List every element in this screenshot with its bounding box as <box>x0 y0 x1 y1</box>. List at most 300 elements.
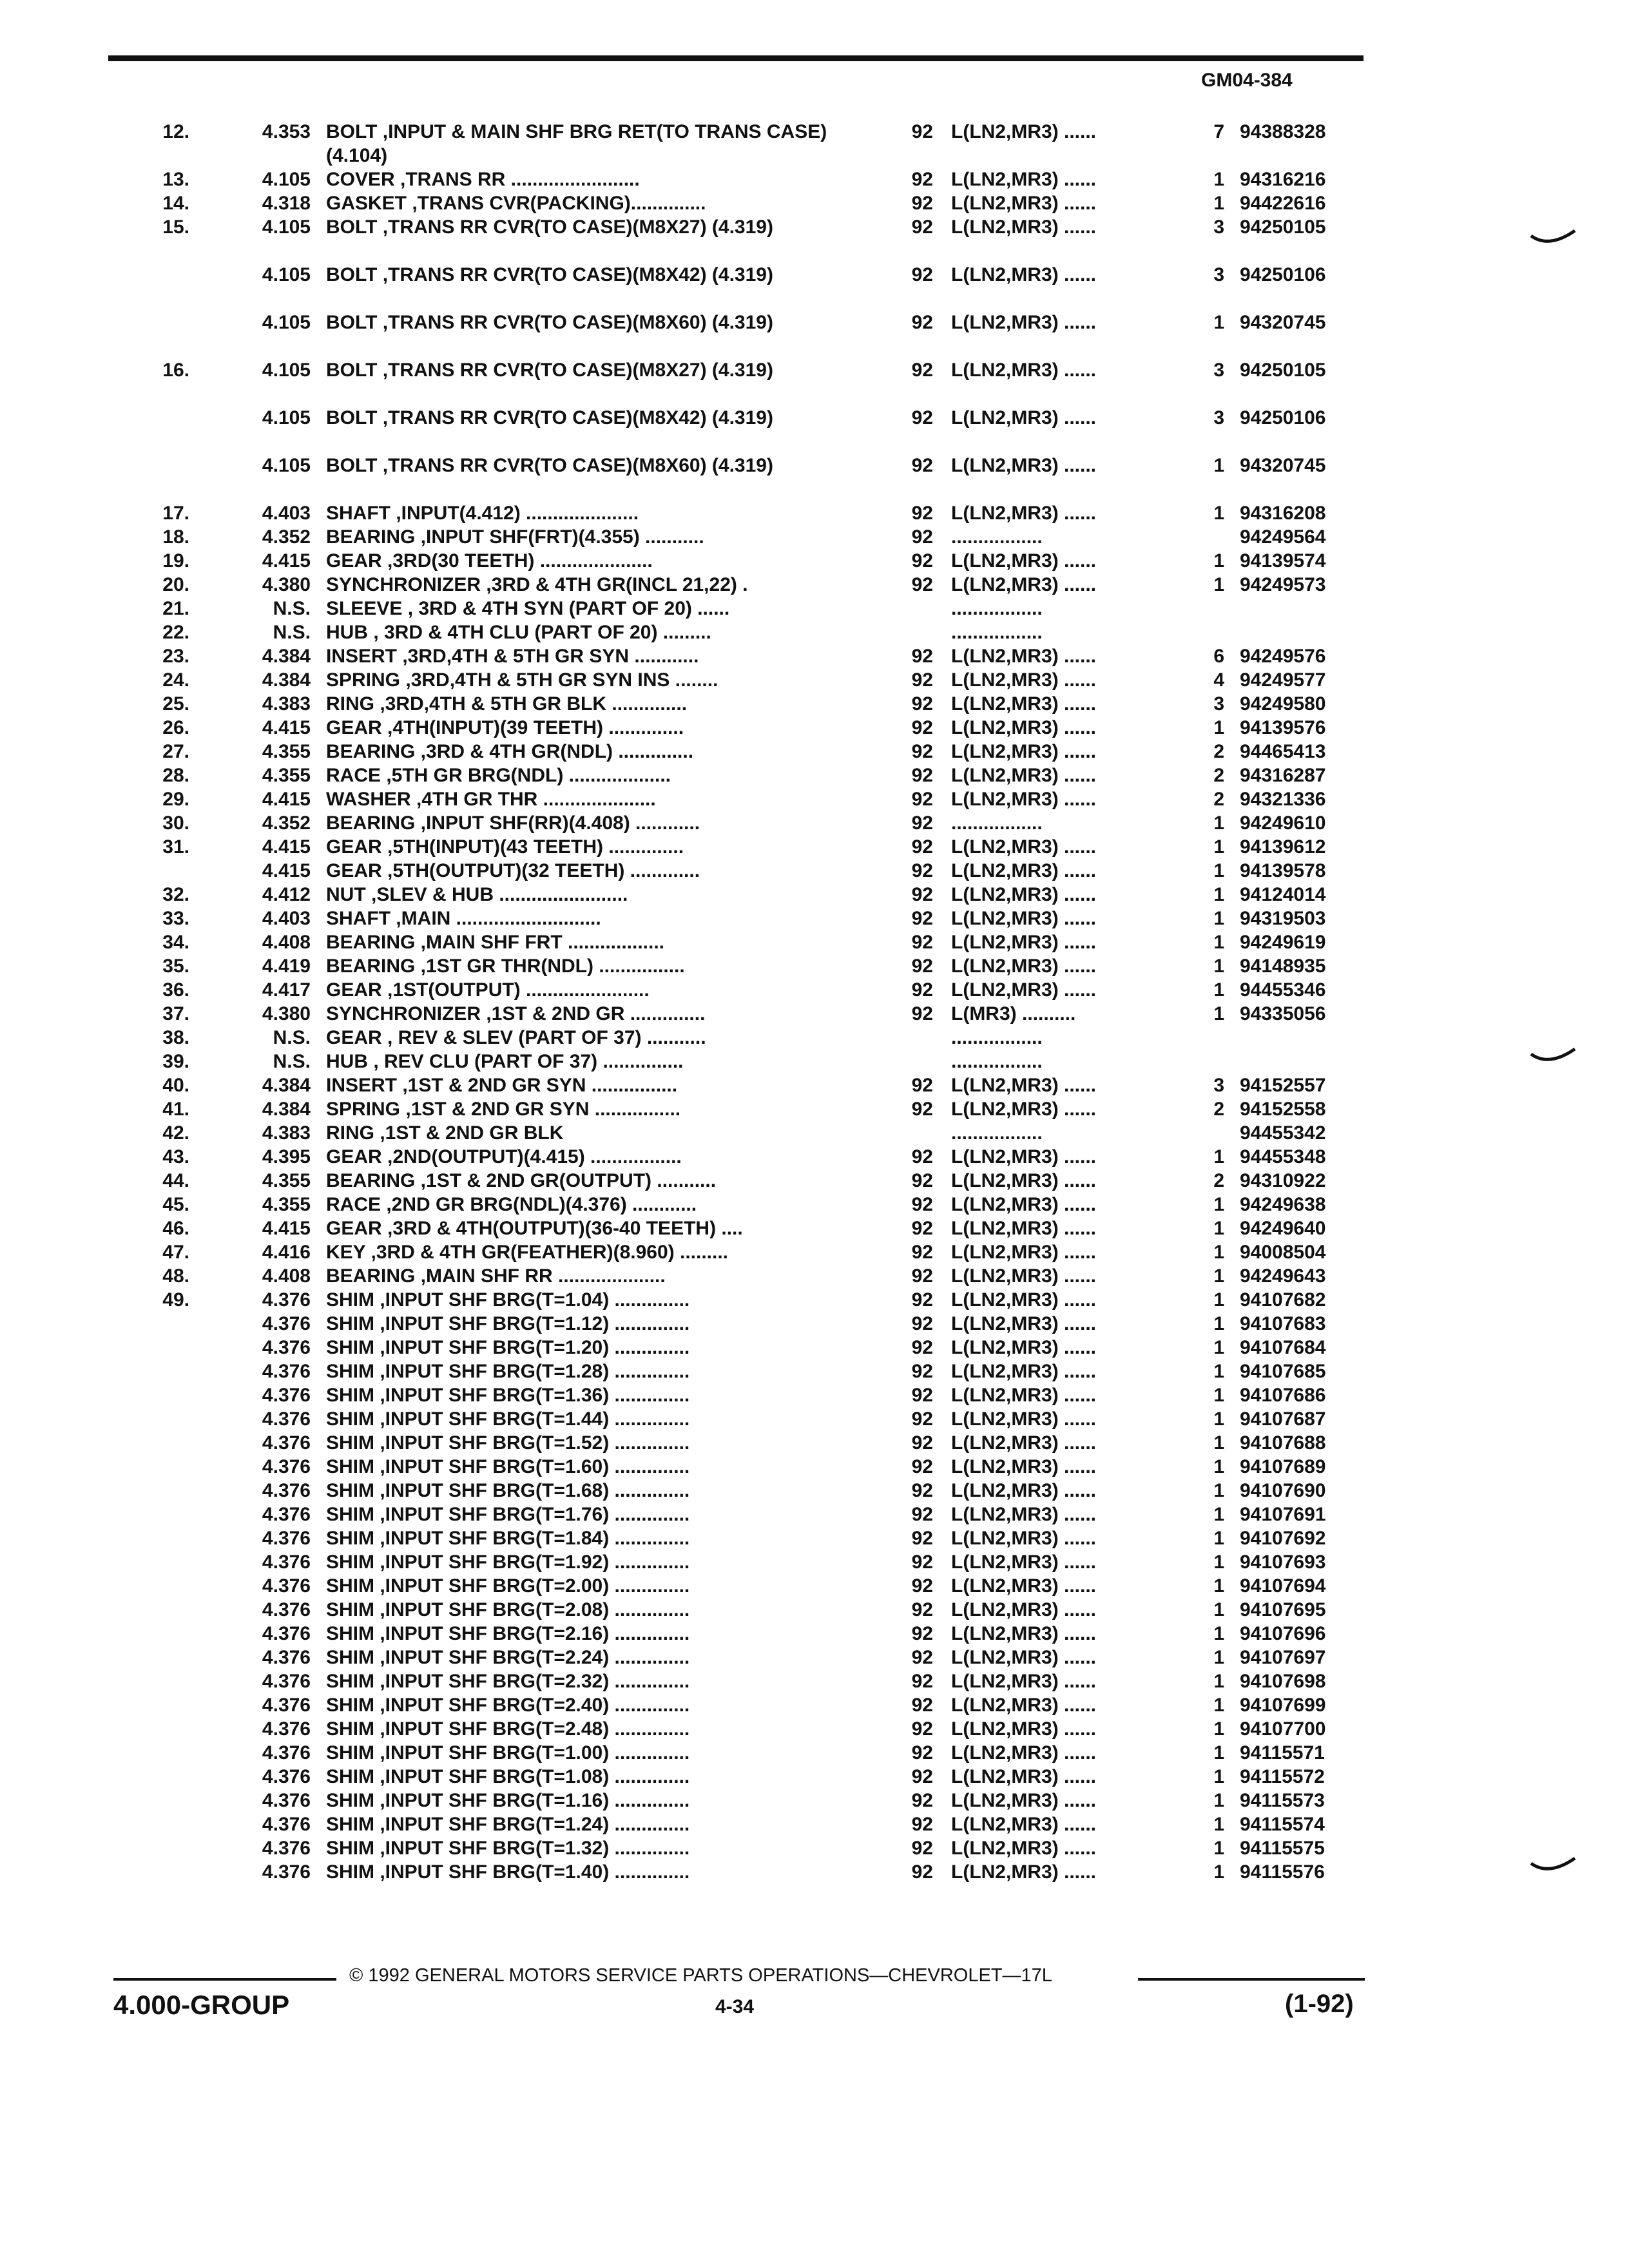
parts-row <box>0 716 1629 740</box>
usage-code: L(LN2,MR3) ...... <box>951 1289 1096 1311</box>
quantity: 1 <box>1213 1575 1224 1597</box>
quantity: 1 <box>1213 550 1224 572</box>
usage-code: L(LN2,MR3) ...... <box>951 1528 1096 1549</box>
model-year: 92 <box>911 956 933 977</box>
item-number: 38. <box>162 1027 189 1048</box>
group-number: 4.318 <box>262 193 311 214</box>
parts-row <box>0 1622 1629 1646</box>
group-number: 4.105 <box>262 455 311 476</box>
parts-row <box>0 644 1629 668</box>
part-number: 94107691 <box>1240 1504 1326 1525</box>
parts-row <box>0 811 1629 835</box>
group-number: N.S. <box>273 1027 311 1048</box>
usage-code: L(LN2,MR3) ...... <box>951 312 1096 333</box>
model-year: 92 <box>911 1671 933 1692</box>
group-number: 4.376 <box>262 1361 311 1382</box>
parts-row <box>0 1073 1629 1097</box>
group-number: 4.376 <box>262 1766 311 1787</box>
usage-code: L(LN2,MR3) ...... <box>951 1814 1096 1835</box>
part-description: SHIM ,INPUT SHF BRG(T=1.28) .............. <box>326 1361 690 1382</box>
usage-code: L(LN2,MR3) ...... <box>951 1170 1096 1191</box>
parts-row <box>0 1741 1629 1765</box>
group-number: 4.415 <box>262 1218 311 1239</box>
parts-row <box>0 692 1629 716</box>
binder-edge-mark <box>1530 229 1576 246</box>
model-year: 92 <box>911 1099 933 1120</box>
usage-code: L(LN2,MR3) ...... <box>951 1337 1096 1358</box>
part-number: 94107693 <box>1240 1552 1326 1573</box>
parts-row <box>0 1789 1629 1812</box>
quantity: 1 <box>1213 1671 1224 1692</box>
usage-code: ................. <box>951 1027 1043 1048</box>
group-number: 4.376 <box>262 1432 311 1454</box>
parts-row <box>0 1002 1629 1026</box>
parts-row <box>0 1526 1629 1550</box>
group-number: 4.417 <box>262 979 311 1001</box>
part-description: BEARING ,INPUT SHF(FRT)(4.355) ........... <box>326 526 704 548</box>
model-year: 92 <box>911 908 933 929</box>
quantity: 3 <box>1213 264 1224 285</box>
model-year: 92 <box>911 1075 933 1096</box>
doc-code: GM04-384 <box>1201 70 1293 91</box>
quantity: 1 <box>1213 1313 1224 1334</box>
item-number: 21. <box>162 598 189 619</box>
model-year: 92 <box>911 979 933 1001</box>
item-number: 34. <box>162 932 189 953</box>
part-number: 94115573 <box>1240 1790 1325 1811</box>
quantity: 1 <box>1213 1861 1224 1883</box>
model-year: 92 <box>911 574 933 595</box>
part-description: SYNCHRONIZER ,3RD & 4TH GR(INCL 21,22) . <box>326 574 748 595</box>
part-number: 94319503 <box>1240 908 1326 929</box>
part-description: SHIM ,INPUT SHF BRG(T=1.08) .............. <box>326 1766 690 1787</box>
part-number: 94107699 <box>1240 1695 1326 1716</box>
usage-code: L(LN2,MR3) ...... <box>951 979 1096 1001</box>
usage-code: L(LN2,MR3) ...... <box>951 1218 1096 1239</box>
parts-row <box>0 1193 1629 1216</box>
usage-code: L(LN2,MR3) ...... <box>951 1695 1096 1716</box>
usage-code: L(LN2,MR3) ...... <box>951 1361 1096 1382</box>
usage-code: L(LN2,MR3) ...... <box>951 1647 1096 1668</box>
part-number: 94316208 <box>1240 503 1326 524</box>
item-number: 36. <box>162 979 189 1001</box>
part-number: 94249643 <box>1240 1265 1326 1287</box>
item-number: 13. <box>162 169 189 190</box>
quantity: 1 <box>1213 1647 1224 1668</box>
group-number: 4.376 <box>262 1552 311 1573</box>
model-year: 92 <box>911 550 933 572</box>
part-description: BOLT ,INPUT & MAIN SHF BRG RET(TO TRANS CASE)(4.104) <box>326 121 827 166</box>
parts-row <box>0 1145 1629 1169</box>
parts-row <box>0 263 1629 311</box>
usage-code: L(LN2,MR3) ...... <box>951 932 1096 953</box>
part-number: 94139578 <box>1240 860 1326 881</box>
parts-row <box>0 1264 1629 1288</box>
model-year: 92 <box>911 1337 933 1358</box>
model-year: 92 <box>911 1647 933 1668</box>
part-number: 94388328 <box>1240 121 1326 142</box>
group-number: 4.376 <box>262 1385 311 1406</box>
part-description: SHIM ,INPUT SHF BRG(T=1.52) .............. <box>326 1432 690 1454</box>
part-number: 94249640 <box>1240 1218 1326 1239</box>
item-number: 35. <box>162 956 189 977</box>
quantity: 1 <box>1213 932 1224 953</box>
quantity: 1 <box>1213 1504 1224 1525</box>
parts-table <box>0 120 1629 1884</box>
model-year: 92 <box>911 693 933 715</box>
group-number: 4.383 <box>262 1122 311 1144</box>
footer-rule-left <box>113 1978 336 1981</box>
model-year: 92 <box>911 717 933 738</box>
quantity: 1 <box>1213 812 1224 834</box>
group-number: 4.416 <box>262 1242 311 1263</box>
model-year: 92 <box>911 1146 933 1168</box>
usage-code: L(LN2,MR3) ...... <box>951 1671 1096 1692</box>
group-number: 4.355 <box>262 741 311 762</box>
group-number: 4.376 <box>262 1504 311 1525</box>
model-year: 92 <box>911 1242 933 1263</box>
quantity: 4 <box>1213 669 1224 691</box>
usage-code: ................. <box>951 812 1043 834</box>
group-number: 4.353 <box>262 121 311 142</box>
usage-code: ................. <box>951 622 1043 643</box>
quantity: 1 <box>1213 860 1224 881</box>
part-number: 94455346 <box>1240 979 1326 1001</box>
group-number: 4.376 <box>262 1718 311 1740</box>
usage-code: L(LN2,MR3) ...... <box>951 1265 1096 1287</box>
part-description: SHIM ,INPUT SHF BRG(T=2.40) .............. <box>326 1695 690 1716</box>
model-year: 92 <box>911 1766 933 1787</box>
item-number: 41. <box>162 1099 189 1120</box>
parts-row <box>0 1121 1629 1145</box>
footer-rule-right <box>1138 1978 1365 1981</box>
part-number: 94249580 <box>1240 693 1326 715</box>
part-description: SHIM ,INPUT SHF BRG(T=2.24) .............. <box>326 1647 690 1668</box>
group-number: 4.352 <box>262 812 311 834</box>
parts-row <box>0 1693 1629 1717</box>
model-year: 92 <box>911 1790 933 1811</box>
usage-code: L(LN2,MR3) ...... <box>951 169 1096 190</box>
part-description: INSERT ,1ST & 2ND GR SYN ................ <box>326 1075 678 1096</box>
part-description: SHIM ,INPUT SHF BRG(T=1.04) .............. <box>326 1289 690 1311</box>
parts-row <box>0 978 1629 1002</box>
usage-code: L(LN2,MR3) ...... <box>951 1718 1096 1740</box>
parts-row <box>0 787 1629 811</box>
quantity: 1 <box>1213 312 1224 333</box>
usage-code: L(LN2,MR3) ...... <box>951 1456 1096 1477</box>
part-number: 94107692 <box>1240 1528 1326 1549</box>
part-description: SHIM ,INPUT SHF BRG(T=1.76) .............. <box>326 1504 690 1525</box>
model-year: 92 <box>911 1861 933 1883</box>
parts-row <box>0 1717 1629 1741</box>
part-number: 94320745 <box>1240 455 1326 476</box>
part-description: BEARING ,INPUT SHF(RR)(4.408) ............ <box>326 812 700 834</box>
part-number: 94152558 <box>1240 1099 1326 1120</box>
group-number: 4.403 <box>262 908 311 929</box>
group-number: 4.376 <box>262 1861 311 1883</box>
parts-row <box>0 1455 1629 1479</box>
item-number: 46. <box>162 1218 189 1239</box>
model-year: 92 <box>911 1742 933 1763</box>
part-description: BOLT ,TRANS RR CVR(TO CASE)(M8X27) (4.319) <box>326 216 773 238</box>
parts-row <box>0 859 1629 883</box>
model-year: 92 <box>911 836 933 858</box>
item-number: 40. <box>162 1075 189 1096</box>
part-number: 94465413 <box>1240 741 1326 762</box>
part-description: SHIM ,INPUT SHF BRG(T=2.16) .............. <box>326 1623 690 1644</box>
part-number: 94249638 <box>1240 1194 1326 1215</box>
group-number: N.S. <box>273 598 311 619</box>
usage-code: L(LN2,MR3) ...... <box>951 1099 1096 1120</box>
part-description: SHIM ,INPUT SHF BRG(T=1.60) .............. <box>326 1456 690 1477</box>
part-number: 94250105 <box>1240 216 1326 238</box>
item-number: 30. <box>162 812 189 834</box>
usage-code: L(LN2,MR3) ...... <box>951 836 1096 858</box>
part-description: BOLT ,TRANS RR CVR(TO CASE)(M8X60) (4.319) <box>326 455 773 476</box>
quantity: 2 <box>1213 765 1224 786</box>
page-number: 4-34 <box>715 1996 755 2017</box>
model-year: 92 <box>911 1575 933 1597</box>
group-number: 4.376 <box>262 1337 311 1358</box>
usage-code: L(LN2,MR3) ...... <box>951 1075 1096 1096</box>
quantity: 1 <box>1213 1599 1224 1620</box>
part-number: 94107695 <box>1240 1599 1326 1620</box>
part-number: 94250105 <box>1240 360 1326 381</box>
part-description: BOLT ,TRANS RR CVR(TO CASE)(M8X42) (4.319) <box>326 407 773 428</box>
model-year: 92 <box>911 1814 933 1835</box>
quantity: 1 <box>1213 1337 1224 1358</box>
parts-row <box>0 1598 1629 1622</box>
part-description: BOLT ,TRANS RR CVR(TO CASE)(M8X60) (4.319) <box>326 312 773 333</box>
part-number: 94107700 <box>1240 1718 1326 1740</box>
item-number: 48. <box>162 1265 189 1287</box>
parts-row <box>0 1550 1629 1574</box>
model-year: 92 <box>911 1599 933 1620</box>
part-number: 94422616 <box>1240 193 1326 214</box>
group-label: 4.000-GROUP <box>113 1990 290 2020</box>
copyright-notice: © 1992 GENERAL MOTORS SERVICE PARTS OPERATIONS—CHEVROLET—17L <box>349 1965 1052 1986</box>
item-number: 32. <box>162 884 189 905</box>
model-year: 92 <box>911 765 933 786</box>
part-number: 94115572 <box>1240 1766 1325 1787</box>
usage-code: L(LN2,MR3) ...... <box>951 1742 1096 1763</box>
usage-code: L(LN2,MR3) ...... <box>951 1504 1096 1525</box>
item-number: 23. <box>162 646 189 667</box>
part-description: GEAR ,4TH(INPUT)(39 TEETH) .............. <box>326 717 684 738</box>
item-number: 20. <box>162 574 189 595</box>
model-year: 92 <box>911 884 933 905</box>
quantity: 1 <box>1213 884 1224 905</box>
parts-row <box>0 883 1629 907</box>
parts-row <box>0 168 1629 191</box>
part-number: 94107696 <box>1240 1623 1326 1644</box>
part-number: 94107686 <box>1240 1385 1326 1406</box>
parts-row <box>0 835 1629 859</box>
part-number: 94249577 <box>1240 669 1326 691</box>
item-number: 15. <box>162 216 189 238</box>
parts-row <box>0 1431 1629 1455</box>
item-number: 24. <box>162 669 189 691</box>
quantity: 1 <box>1213 574 1224 595</box>
part-description: SHIM ,INPUT SHF BRG(T=2.32) .............. <box>326 1671 690 1692</box>
part-description: SYNCHRONIZER ,1ST & 2ND GR .............. <box>326 1003 706 1024</box>
quantity: 1 <box>1213 1194 1224 1215</box>
item-number: 37. <box>162 1003 189 1024</box>
group-number: 4.412 <box>262 884 311 905</box>
group-number: 4.376 <box>262 1456 311 1477</box>
model-year: 92 <box>911 789 933 810</box>
usage-code: L(LN2,MR3) ...... <box>951 860 1096 881</box>
model-year: 92 <box>911 860 933 881</box>
usage-code: L(LN2,MR3) ...... <box>951 1480 1096 1501</box>
model-year: 92 <box>911 669 933 691</box>
part-number: 94107694 <box>1240 1575 1326 1597</box>
model-year: 92 <box>911 1289 933 1311</box>
quantity: 1 <box>1213 1408 1224 1430</box>
part-description: SHIM ,INPUT SHF BRG(T=1.44) .............. <box>326 1408 690 1430</box>
model-year: 92 <box>911 646 933 667</box>
model-year: 92 <box>911 812 933 834</box>
parts-row <box>0 1288 1629 1312</box>
model-year: 92 <box>911 193 933 214</box>
parts-row <box>0 358 1629 406</box>
usage-code: L(LN2,MR3) ...... <box>951 1623 1096 1644</box>
model-year: 92 <box>911 1361 933 1382</box>
part-number: 94107684 <box>1240 1337 1326 1358</box>
part-number: 94249619 <box>1240 932 1326 953</box>
usage-code: L(LN2,MR3) ...... <box>951 1194 1096 1215</box>
group-number: 4.384 <box>262 669 311 691</box>
group-number: 4.384 <box>262 1099 311 1120</box>
item-number: 27. <box>162 741 189 762</box>
part-number: 94320745 <box>1240 312 1326 333</box>
parts-row <box>0 1169 1629 1193</box>
part-description: GEAR ,1ST(OUTPUT) ....................... <box>326 979 650 1001</box>
part-number: 94124014 <box>1240 884 1326 905</box>
quantity: 1 <box>1213 1003 1224 1024</box>
parts-row <box>0 668 1629 692</box>
quantity: 1 <box>1213 836 1224 858</box>
model-year: 92 <box>911 1504 933 1525</box>
item-number: 16. <box>162 360 189 381</box>
group-number: 4.415 <box>262 717 311 738</box>
parts-row <box>0 120 1629 168</box>
parts-row <box>0 1860 1629 1884</box>
quantity: 1 <box>1213 1528 1224 1549</box>
item-number: 47. <box>162 1242 189 1263</box>
part-number: 94139574 <box>1240 550 1326 572</box>
model-year: 92 <box>911 1838 933 1859</box>
group-number: 4.105 <box>262 169 311 190</box>
parts-row <box>0 1479 1629 1503</box>
parts-row <box>0 1360 1629 1383</box>
part-number: 94316287 <box>1240 765 1326 786</box>
model-year: 92 <box>911 1718 933 1740</box>
group-number: 4.105 <box>262 312 311 333</box>
group-number: 4.383 <box>262 693 311 715</box>
model-year: 92 <box>911 1003 933 1024</box>
group-number: 4.415 <box>262 836 311 858</box>
group-number: 4.376 <box>262 1480 311 1501</box>
group-number: 4.376 <box>262 1647 311 1668</box>
model-year: 92 <box>911 1194 933 1215</box>
usage-code: L(LN2,MR3) ...... <box>951 1790 1096 1811</box>
model-year: 92 <box>911 1385 933 1406</box>
parts-row <box>0 597 1629 620</box>
group-number: 4.415 <box>262 789 311 810</box>
usage-code: L(LN2,MR3) ...... <box>951 360 1096 381</box>
part-number: 94008504 <box>1240 1242 1326 1263</box>
part-number: 94316216 <box>1240 169 1326 190</box>
part-description: SHIM ,INPUT SHF BRG(T=1.92) .............. <box>326 1552 690 1573</box>
parts-row <box>0 1336 1629 1360</box>
item-number: 26. <box>162 717 189 738</box>
group-number: 4.352 <box>262 526 311 548</box>
part-description: SHIM ,INPUT SHF BRG(T=1.24) .............. <box>326 1814 690 1835</box>
part-description: GEAR ,2ND(OUTPUT)(4.415) ................. <box>326 1146 682 1168</box>
quantity: 1 <box>1213 1838 1224 1859</box>
usage-code: L(LN2,MR3) ...... <box>951 884 1096 905</box>
parts-row <box>0 549 1629 573</box>
model-year: 92 <box>911 1218 933 1239</box>
parts-row <box>0 1240 1629 1264</box>
usage-code: L(LN2,MR3) ...... <box>951 956 1096 977</box>
group-number: 4.376 <box>262 1599 311 1620</box>
part-description: HUB , 3RD & 4TH CLU (PART OF 20) ......... <box>326 622 711 643</box>
group-number: 4.415 <box>262 860 311 881</box>
parts-row <box>0 1216 1629 1240</box>
usage-code: L(LN2,MR3) ...... <box>951 503 1096 524</box>
part-description: BOLT ,TRANS RR CVR(TO CASE)(M8X42) (4.319) <box>326 264 773 285</box>
quantity: 1 <box>1213 455 1224 476</box>
model-year: 92 <box>911 264 933 285</box>
quantity: 3 <box>1213 360 1224 381</box>
part-description: SLEEVE , 3RD & 4TH SYN (PART OF 20) ...... <box>326 598 730 619</box>
part-description: GEAR ,5TH(INPUT)(43 TEETH) .............. <box>326 836 684 858</box>
quantity: 3 <box>1213 693 1224 715</box>
quantity: 1 <box>1213 503 1224 524</box>
quantity: 1 <box>1213 1814 1224 1835</box>
quantity: 1 <box>1213 193 1224 214</box>
parts-row <box>0 191 1629 215</box>
quantity: 2 <box>1213 1170 1224 1191</box>
model-year: 92 <box>911 121 933 142</box>
quantity: 2 <box>1213 1099 1224 1120</box>
usage-code: L(LN2,MR3) ...... <box>951 1408 1096 1430</box>
model-year: 92 <box>911 526 933 548</box>
part-number: 94107683 <box>1240 1313 1326 1334</box>
part-number: 94139576 <box>1240 717 1326 738</box>
model-year: 92 <box>911 1552 933 1573</box>
parts-row <box>0 1026 1629 1050</box>
part-number: 94107685 <box>1240 1361 1326 1382</box>
part-description: BOLT ,TRANS RR CVR(TO CASE)(M8X27) (4.319) <box>326 360 773 381</box>
usage-code: L(LN2,MR3) ...... <box>951 193 1096 214</box>
group-number: 4.384 <box>262 646 311 667</box>
part-description: GEAR ,5TH(OUTPUT)(32 TEETH) ............. <box>326 860 700 881</box>
revision-date: (1-92) <box>1285 1990 1354 2018</box>
group-number: N.S. <box>273 622 311 643</box>
part-number: 94455348 <box>1240 1146 1326 1168</box>
usage-code: L(LN2,MR3) ...... <box>951 1385 1096 1406</box>
group-number: 4.355 <box>262 1170 311 1191</box>
usage-code: L(LN2,MR3) ...... <box>951 455 1096 476</box>
group-number: 4.403 <box>262 503 311 524</box>
part-description: HUB , REV CLU (PART OF 37) ............... <box>326 1051 684 1072</box>
quantity: 1 <box>1213 1265 1224 1287</box>
quantity: 2 <box>1213 789 1224 810</box>
quantity: 1 <box>1213 717 1224 738</box>
